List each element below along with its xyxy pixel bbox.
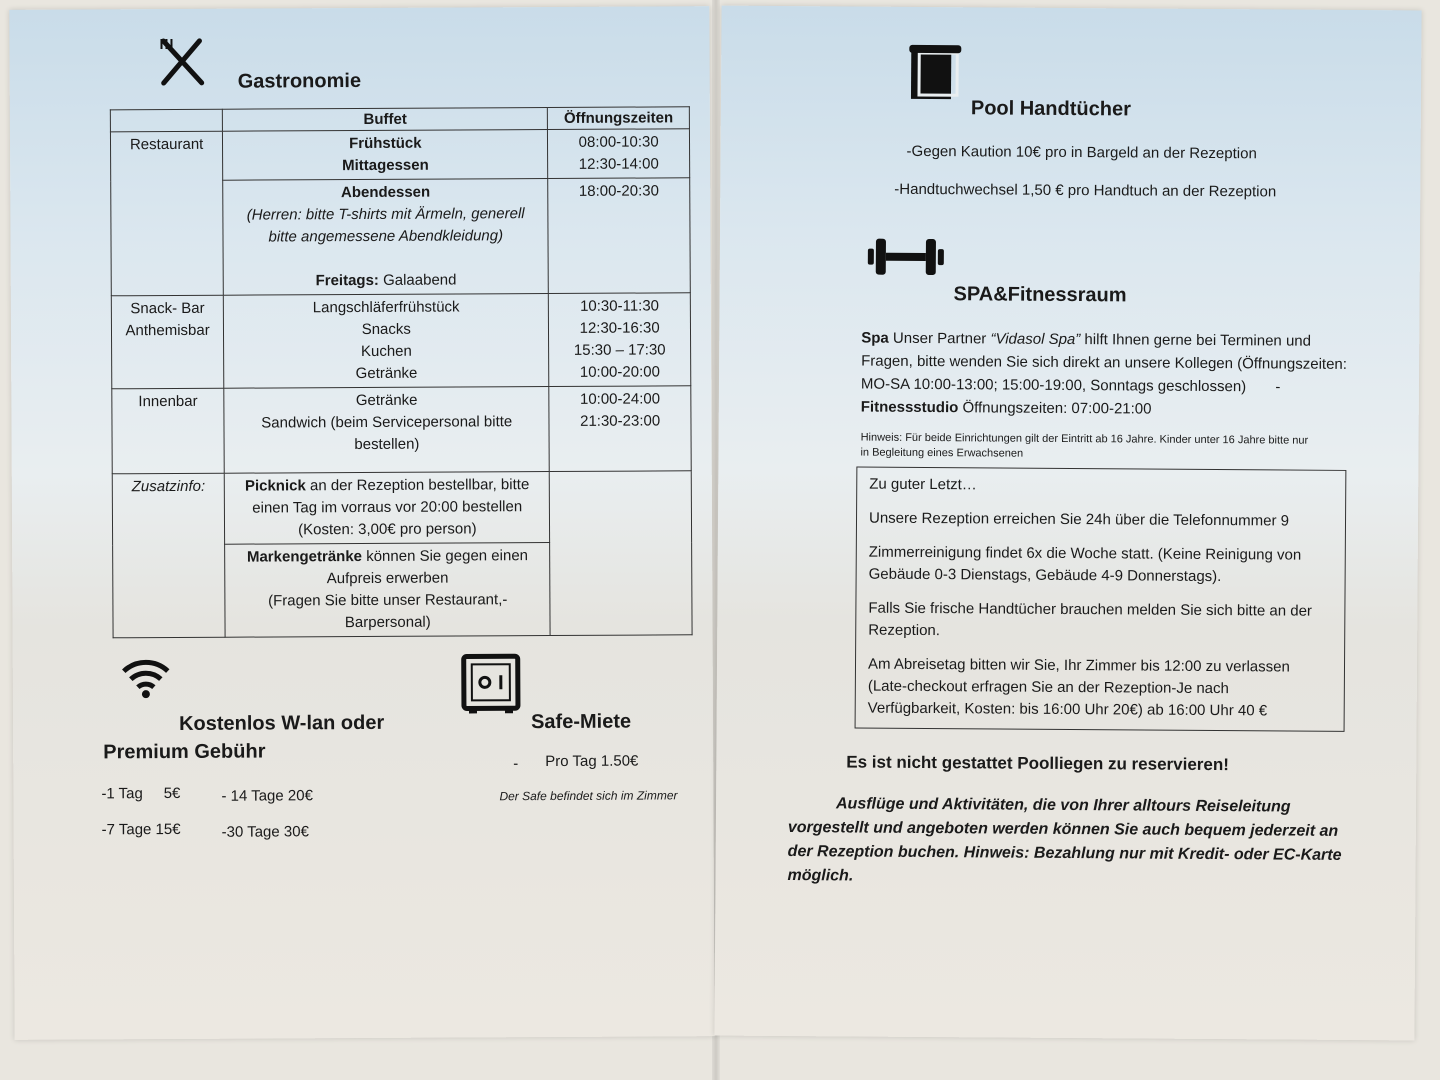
pool-line-1: -Gegen Kaution 10€ pro in Bargeld an der Rezeption	[906, 142, 1257, 163]
safe-icon	[461, 653, 521, 715]
info-box	[855, 467, 1347, 732]
pool-line-2: -Handtuchwechsel 1,50 € pro Handtuch an der Rezeption	[894, 180, 1277, 201]
restaurant-dinner: Abendessen (Herren: bitte T-shirts mit Ärmeln, generell bitte angemessene Abendkleidung) Freitags: Galaabend	[223, 179, 549, 296]
spa-text: Spa Unser Partner “Vidasol Spa” hilft Ihnen gerne bei Terminen und Fragen, bitte wenden Sie sich direkt an unsere Kollegen (Öffnungszeiten: MO-SA 10:00-13:00; 15:00-19:00, Sonntags geschlossen) - Fitnessstudio Öffnungszeiten: 07:00-21:00	[860, 329, 1348, 418]
wifi-price-2: - 14 Tage 20€	[221, 787, 313, 805]
safe-title: Safe-Miete	[530, 710, 632, 734]
safe-price: Pro Tag 1.50€	[545, 752, 639, 771]
excursion-text: Ausflüge und Aktivitäten, die von Ihrer alltours Reiseleitung vorgestellt und angeboten werden können Sie auch bequem jederzeit an der Rezeption buchen. Hinweis: Bezahlung nur mit Kredit- oder EC-Karte möglich.	[787, 795, 1342, 885]
left-page	[9, 6, 714, 1040]
wifi-price-3: -7 Tage 15€	[101, 820, 181, 839]
info-reception: Unsere Rezeption erreichen Sie 24h über die Telefonnummer 9	[868, 509, 1290, 530]
extra-hours-empty	[550, 471, 693, 636]
safe-note: Der Safe befindet sich im Zimmer	[499, 788, 678, 804]
snack-hours: 10:30-11:30 12:30-16:30 15:30 – 17:30 10:00-20:00	[549, 293, 691, 387]
header-buffet: Buffet	[223, 108, 548, 132]
fork-knife-icon	[157, 37, 205, 87]
snack-items: Langschläferfrühstück Snacks Kuchen Getränke	[224, 294, 550, 389]
restaurant-meals: Frühstück Mittagessen	[223, 130, 548, 181]
info-checkout: Am Abreisetag bitten wir Sie, Ihr Zimmer bis 12:00 zu verlassen (Late-checkout erfragen Sie an der Rezeption-Je nach Verfügbarkeit, Kosten: bis 16:00 Uhr 20€) ab 16:00 Uhr 40 €	[867, 655, 1290, 720]
info-towels: Falls Sie frische Handtücher brauchen melden Sie sich bitte an der Rezeption.	[868, 599, 1313, 640]
wifi-price-4: -30 Tage 30€	[221, 823, 309, 841]
towel-icon	[907, 43, 963, 103]
inner-label: Innenbar	[112, 388, 225, 474]
snack-label: Snack- Bar Anthemisbar	[111, 295, 224, 389]
wifi-icon	[121, 657, 171, 699]
extra-label: Zusatzinfo:	[112, 473, 225, 638]
header-empty	[110, 109, 222, 132]
spa-hint: Hinweis: Für beide Einrichtungen gilt der Eintritt ab 16 Jahre. Kinder unter 16 Jahre bitte nur in Begleitung eines Erwachsenen	[860, 431, 1309, 460]
gastro-table	[110, 106, 693, 638]
info-intro: Zu guter Letzt…	[869, 475, 977, 494]
wifi-price-1: -1 Tag 5€	[101, 784, 181, 803]
restaurant-hours: 08:00-10:30 12:30-14:00	[548, 129, 690, 179]
wifi-title-1: Kostenlos W-lan oder	[178, 711, 385, 735]
pool-title: Pool Handtücher	[970, 97, 1131, 121]
gastro-title: Gastronomie	[237, 69, 362, 93]
extra-brand: Markengetränke können Sie gegen einen Aufpreis erwerben (Fragen Sie bitte unser Restaurant,- Barpersonal)	[225, 543, 551, 638]
restaurant-label: Restaurant	[110, 131, 223, 296]
dumbbell-icon	[866, 235, 946, 280]
extra-picnic: Picknick an der Rezeption bestellbar, bitte einen Tag im vorraus vor 20:00 bestellen (Kosten: 3,00€ pro person)	[225, 472, 550, 545]
safe-dash: -	[513, 755, 519, 773]
dinner-hours: 18:00-20:30	[548, 178, 690, 294]
wifi-title-2: Premium Gebühr	[103, 740, 266, 764]
right-page	[714, 6, 1421, 1041]
spa-title: SPA&Fitnessraum	[953, 283, 1127, 307]
inner-hours: 10:00-24:00 21:30-23:00	[549, 386, 691, 472]
info-cleaning: Zimmerreinigung findet 6x die Woche statt. (Keine Reinigung von Gebäude 0-3 Dienstags, Gebäude 4-9 Donnerstags).	[868, 543, 1302, 586]
inner-items: Getränke Sandwich (beim Servicepersonal bitte bestellen)	[224, 387, 549, 474]
header-hours: Öffnungszeiten	[548, 107, 690, 130]
pool-notice: Es ist nicht gestattet Poolliegen zu reservieren!	[846, 752, 1229, 775]
